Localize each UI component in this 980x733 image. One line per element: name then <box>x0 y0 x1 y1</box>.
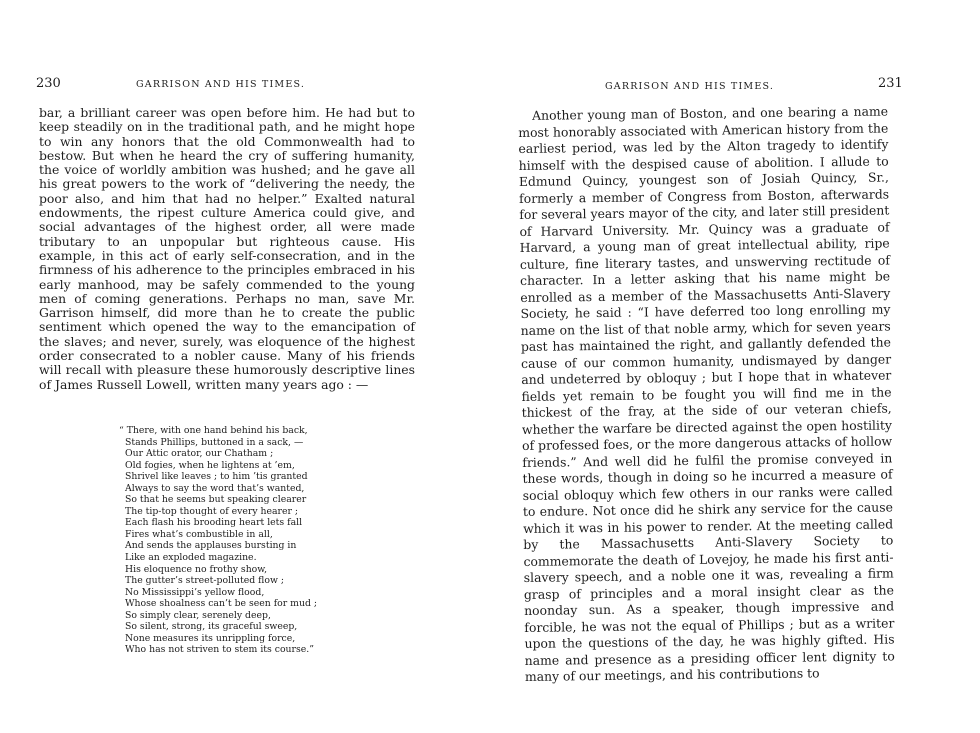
right-page-number: 231 <box>878 76 903 91</box>
poem-line: Our Attic orator, our Chatham ; <box>125 448 274 460</box>
left-page-number: 230 <box>36 76 61 91</box>
poem-line: Who has not striven to stem its course.” <box>125 644 314 656</box>
poem-line: “ There, with one hand behind his back, <box>119 425 308 436</box>
poem-line: The tip-top thought of every hearer ; <box>125 505 299 517</box>
left-paragraph: bar, a brilliant career was open before him. He had but to keep steadily on in the traditional path, and he might hope to win any honors that the old Commonwealth had to bestow. But when he heard the cry of suffering humanity, the voice of worldly ambition was hushed; and he gave all his great powers to the work of “delivering the needy, the poor also, and him that had no helper.” Exalted natural endowments, the ripest culture America could give, and social advantages of the highest order, all were made tributary to an unpopular but righteous cause. His example, in this act of early self-consecration, and in the firmness of his adherence to the principles embraced in his early manhood, may be safely commended to the young men of coming generations. Perhaps no man, save Mr. Garrison himself, did more than he to create the public sentiment which opened the way to the emancipation of the slaves; and never, surely, was eloquence of the highest order consecrated to a nobler cause. Many of his friends will recall with pleasure these humorously descriptive lines of James Russell Lowell, written many years ago : — <box>39 105 415 392</box>
poem-line: His eloquence no frothy show, <box>125 563 268 575</box>
right-running-head: GARRISON AND HIS TIMES. <box>605 81 775 92</box>
left-body-text <box>39 106 415 392</box>
poem-line: So that he seems but speaking clearer <box>125 494 307 506</box>
right-paragraph: Another young man of Boston, and one bearing a name most honorably associated with American history from the earliest period, was led by the Alton tragedy to identify himself with the despised cause of abolition. I allude to Edmund Quincy, youngest son of Josiah Quincy, Sr., formerly a member of Congress from Boston, afterwards for several years mayor of the city, and later still president of Harvard University. Mr. Quincy was a graduate of Harvard, a young man of great intellectual ability, ripe culture, fine literary tastes, and unswerving rectitude of character. In a letter asking that his name might be enrolled as a member of the Massachusetts Anti-Slavery Society, he said : “I have deferred too long enrolling my name on the list of that noble army, which for seven years past has maintained the right, and gallantly defended the cause of our common humanity, undismayed by danger and undeterred by obloquy ; but I hope that in whatever fields yet remain to be fought you will find me in the thickest of the fray, at the side of our veteran chiefs, whether the warfare be directed against the open hostility of professed foes, or the more dangerous attacks of hollow friends.” And well did he fulfil the promise conveyed in these words, though in doing so he incurred a measure of social obloquy which few others in our ranks were called to endure. Not once did he shirk any service for the cause which it was in his power to render. At the meeting called by the Massachusetts Anti-Slavery Society to commemorate the death of Lovejoy, he made his first anti-slavery speech, and a noble one it was, revealing a firm grasp of principles and a moral insight clear as the noonday sun. As a speaker, though impressive and forcible, he was not the equal of Phillips ; but as a writer upon the questions of the day, he was highly gifted. His name and presence as a presiding officer lent dignity to many of our meetings, and his contributions to <box>518 103 895 684</box>
poem-line: So simply clear, serenely deep, <box>125 609 271 621</box>
poem-line: Each flash his brooding heart lets fall <box>125 517 303 529</box>
poem-line: So silent, strong, its graceful sweep, <box>125 621 298 633</box>
poem-line: Old fogies, when he lightens at ’em, <box>125 459 295 471</box>
right-body-text <box>518 103 895 685</box>
poem-line: And sends the applauses bursting in <box>125 540 297 552</box>
poem-line: Always to say the word that’s wanted, <box>125 482 305 494</box>
left-running-head: GARRISON AND HIS TIMES. <box>136 79 306 90</box>
poem-line: Fires what’s combustible in all, <box>125 528 273 540</box>
poem-line: Whose shoalness can’t be seen for mud ; <box>125 598 318 610</box>
poem-line: No Mississippi’s yellow flood, <box>125 586 265 598</box>
poem-block <box>119 425 379 656</box>
poem-line: Stands Phillips, buttoned in a sack, — <box>125 436 304 448</box>
poem-line: None measures its unrippling force, <box>125 632 296 644</box>
poem-line: Like an exploded magazine. <box>125 552 257 564</box>
poem-line: Shrivel like leaves ; to him ’tis granted <box>125 471 308 483</box>
poem-line: The gutter’s street-polluted flow ; <box>125 575 284 587</box>
